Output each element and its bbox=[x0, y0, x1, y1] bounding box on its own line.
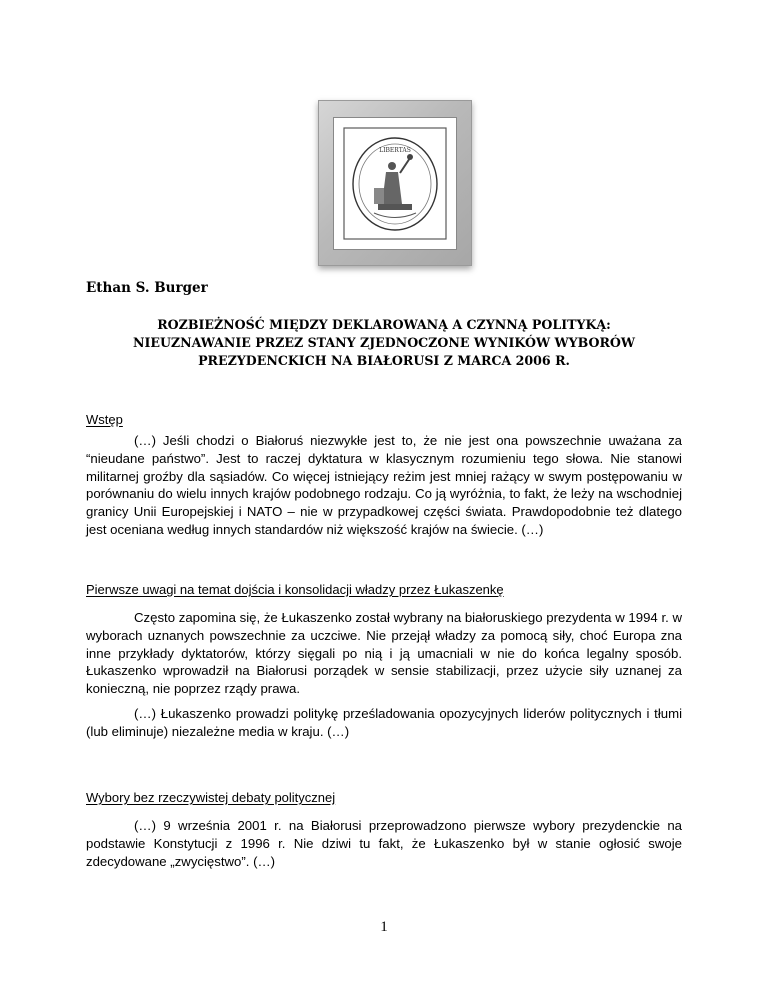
document-title bbox=[86, 316, 682, 370]
section-heading-wybory: Wybory bez rzeczywistej debaty politycznej bbox=[86, 790, 336, 805]
section-heading-lukaszenko: Pierwsze uwagi na temat dojścia i konsolidacji władzy przez Łukaszenkę bbox=[86, 582, 504, 597]
paragraph: (…) Jeśli chodzi o Białoruś niezwykłe jest to, że nie jest ona powszechnie uważana za “nieudane państwo”. Jest to raczej dyktatura w klasycznym rozumieniu tego słowa. Nie stanowi militarnej groźby dla sąsiadów. Co więcej istniejący reżim jest mniej rażący w swym postępowaniu w porównaniu do wielu innych krajów podobnego rodzaju. Co ją wyróżnia, to fakt, że leży na wschodniej granicy Unii Europejskiej i NATO – nie w przypadkowej części świata. Prawdopodobnie też dlatego jest oceniana według innych standardów niż większość krajów na świecie. (…) bbox=[86, 433, 682, 537]
title-line: NIEUZNAWANIE PRZEZ STANY ZJEDNOCZONE WYNIKÓW WYBORÓW bbox=[132, 335, 636, 350]
svg-text:LIBERTAS: LIBERTAS bbox=[379, 147, 411, 154]
title-line: ROZBIEŻNOŚĆ MIĘDZY DEKLAROWANĄ A CZYNNĄ POLITYKĄ: bbox=[157, 317, 611, 332]
author-name: Ethan S. Burger bbox=[86, 280, 208, 296]
libertas-seal-icon bbox=[333, 117, 457, 250]
logo-frame bbox=[318, 100, 472, 266]
title-line: PREZYDENCKICH NA BIAŁORUSI Z MARCA 2006 R. bbox=[198, 353, 570, 368]
paragraph: (…) Łukaszenko prowadzi politykę prześladowania opozycyjnych liderów politycznych i tłumi (lub eliminuje) niezależne media w kraju. (…) bbox=[86, 706, 682, 739]
paragraph: (…) 9 września 2001 r. na Białorusi przeprowadzono pierwsze wybory prezydenckie na podstawie Konstytucji z 1996 r. Nie dziwi tu fakt, że Łukaszenko był w stanie ogłosić swoje zdecydowane „zwycięstwo”. (…) bbox=[86, 818, 682, 869]
paragraph: Często zapomina się, że Łukaszenko został wybrany na białoruskiego prezydenta w 1994 r. w wyborach uznanych powszechnie za uczciwe. Nie przejął władzy za pomocą siły, choć Europa zna inne przykłady dyktatorów, którzy sięgali po nią i ją umacniali w nie do końca legalny sposób. Łukaszenko wprowadził na Białorusi porządek w sensie stabilizacji, przez użycie siły uznanej za konieczną, nie poprzez rządy prawa. bbox=[86, 610, 682, 697]
section-heading-wstep: Wstęp bbox=[86, 412, 123, 427]
page-number: 1 bbox=[380, 919, 388, 935]
